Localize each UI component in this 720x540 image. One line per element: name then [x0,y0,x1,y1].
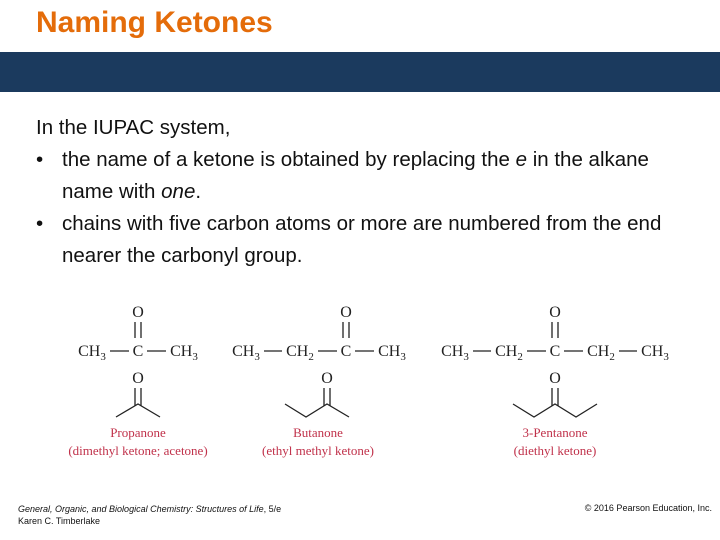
oxygen-label: O [549,304,561,321]
group-label: $CH_3$ [232,343,260,363]
book-title: General, Organic, and Biological Chemistry: Structures of Life [18,504,264,514]
bullet-text: chains with five carbon atoms or more are numbered from the end nearer the carbonyl group. [62,212,662,267]
compound-common-name: (ethyl methyl ketone) [262,443,374,458]
skeletal-chain [285,404,349,417]
group-label: $CH_2$ [495,343,523,363]
bullet-text-italic: one [161,180,196,203]
group-label: $CH_3$ [441,343,469,363]
compound-name: Butanone [293,425,343,440]
compound-common-name: (diethyl ketone) [513,443,597,458]
compound-name: 3-Pentanone [522,425,588,440]
oxygen-label: O [549,370,561,387]
skeletal-chain [513,404,597,417]
footer-author: Karen C. Timberlake [18,516,101,526]
oxygen-label: O [132,304,144,321]
group-label: $CH_3$ [78,343,106,363]
bullet-item-1 [36,144,696,208]
group-label: $CH_2$ [286,343,314,363]
bullet-text-part: in the alkane name with [62,148,649,203]
oxygen-label: O [321,370,333,387]
skeletal-chain [116,404,160,417]
bullet-marker: • [36,148,44,171]
bullet-text-italic: e [515,148,527,171]
group-label: $CH_3$ [378,343,406,363]
footer-book-line [18,503,281,515]
group-label: $CH_2$ [587,343,615,363]
slide-body [36,112,696,272]
compound-name: Propanone [110,425,166,440]
group-label: C [549,343,561,360]
compound-common-name: (dimethyl ketone; acetone) [68,443,208,458]
group-label: $CH_3$ [641,343,669,363]
group-label: C [132,343,144,360]
ketone-structures [0,296,720,466]
slide-title: Naming Ketones [36,6,273,39]
header-band [0,52,720,92]
bullet-marker: • [36,212,44,235]
group-label: C [340,343,352,360]
bullet-text-part: the name of a ketone is obtained by replacing the [62,148,516,171]
bullet-text [62,148,649,203]
footer-copyright: © 2016 Pearson Education, Inc. [584,503,712,513]
bullet-text-part: . [195,180,202,203]
oxygen-label: O [340,304,352,321]
group-label: $CH_3$ [170,343,198,363]
intro-text: In the IUPAC system, [36,116,231,139]
bullet-item-2 [36,208,696,272]
oxygen-label: O [132,370,144,387]
footer-citation [18,503,281,527]
book-edition: , 5/e [263,504,282,514]
